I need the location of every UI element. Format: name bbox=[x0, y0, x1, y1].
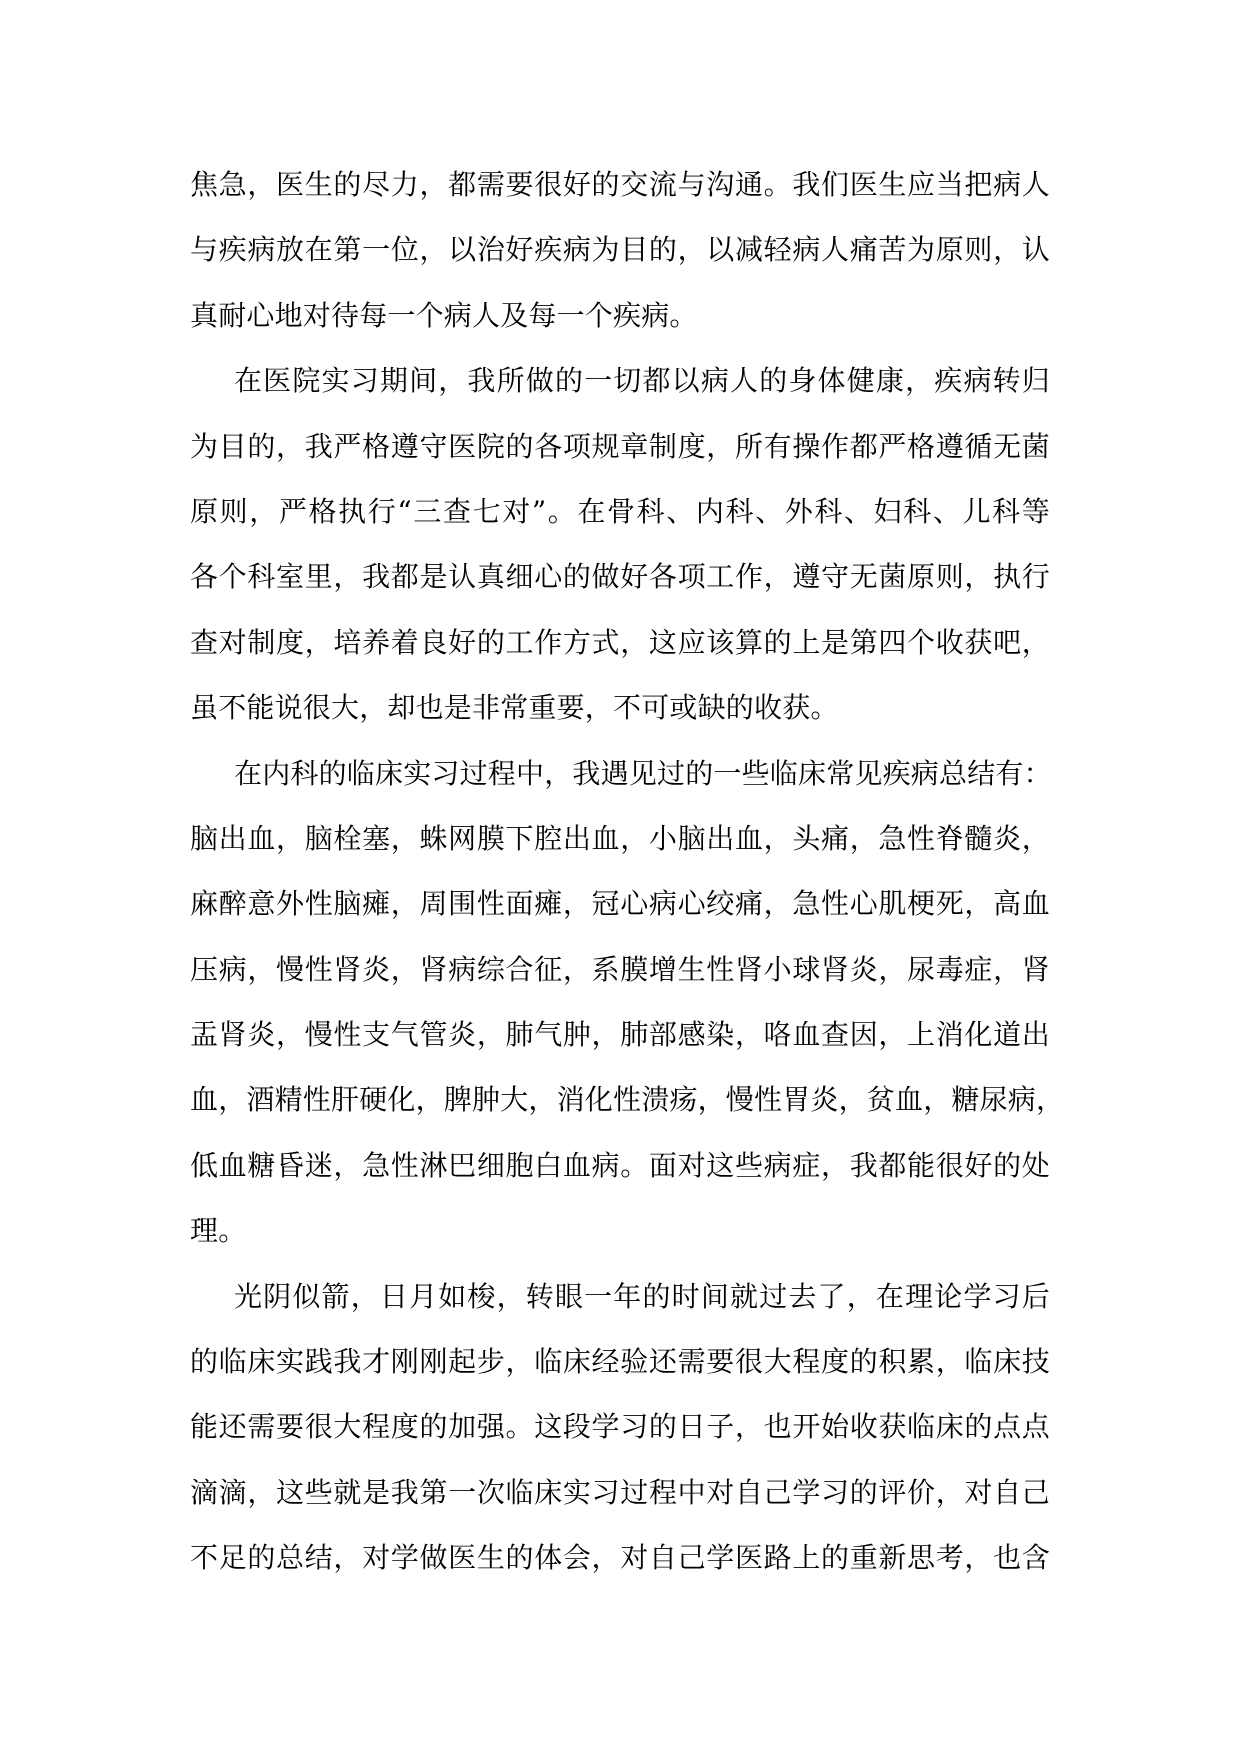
text-line: 光阴似箭，日月如梭，转眼一年的时间就过去了，在理论学习后 bbox=[234, 1279, 1050, 1313]
text-line: 各个科室里，我都是认真细心的做好各项工作，遵守无菌原则，执行 bbox=[190, 560, 1050, 594]
text-line: 低血糖昏迷，急性淋巴细胞白血病。面对这些病症，我都能很好的处 bbox=[190, 1148, 1050, 1182]
text-line: 真耐心地对待每一个病人及每一个疾病。 bbox=[190, 298, 698, 332]
paragraph-2 bbox=[190, 359, 1050, 751]
text-line: 滴滴，这些就是我第一次临床实习过程中对自己学习的评价，对自己 bbox=[190, 1475, 1050, 1509]
text-line: 虽不能说很大，却也是非常重要，不可或缺的收获。 bbox=[190, 691, 839, 725]
paragraph-1 bbox=[190, 163, 1050, 359]
text-line: 与疾病放在第一位，以治好疾病为目的，以减轻病人痛苦为原则，认 bbox=[190, 233, 1050, 267]
text-line: 理。 bbox=[190, 1214, 247, 1248]
text-line: 血，酒精性肝硬化，脾肿大，消化性溃疡，慢性胃炎，贫血，糖尿病， bbox=[190, 1083, 1065, 1117]
text-line: 在医院实习期间，我所做的一切都以病人的身体健康，疾病转归 bbox=[234, 364, 1050, 398]
text-line: 盂肾炎，慢性支气管炎，肺气肿，肺部感染，咯血查因，上消化道出 bbox=[190, 1018, 1050, 1052]
text-line: 麻醉意外性脑瘫，周围性面瘫，冠心病心绞痛，急性心肌梗死，高血 bbox=[190, 887, 1050, 921]
text-line: 查对制度，培养着良好的工作方式，这应该算的上是第四个收获吧， bbox=[190, 625, 1050, 659]
text-line: 为目的，我严格遵守医院的各项规章制度，所有操作都严格遵循无菌 bbox=[190, 429, 1050, 463]
document-page bbox=[190, 163, 1065, 1602]
text-line: 不足的总结，对学做医生的体会，对自己学医路上的重新思考，也含 bbox=[190, 1541, 1050, 1575]
text-line: 原则，严格执行“三查七对”。在骨科、内科、外科、妇科、儿科等 bbox=[190, 494, 1050, 528]
paragraph-4 bbox=[190, 1275, 1050, 1602]
text-line: 压病，慢性肾炎，肾病综合征，系膜增生性肾小球肾炎，尿毒症，肾 bbox=[190, 952, 1050, 986]
text-line: 的临床实践我才刚刚起步，临床经验还需要很大程度的积累，临床技 bbox=[190, 1345, 1050, 1379]
text-line: 脑出血，脑栓塞，蛛网膜下腔出血，小脑出血，头痛，急性脊髓炎， bbox=[190, 821, 1050, 855]
text-line: 能还需要很大程度的加强。这段学习的日子，也开始收获临床的点点 bbox=[190, 1410, 1050, 1444]
paragraph-3 bbox=[190, 752, 1065, 1275]
text-line: 在内科的临床实习过程中，我遇见过的一些临床常见疾病总结有： bbox=[234, 756, 1052, 790]
text-line: 焦急，医生的尽力，都需要很好的交流与沟通。我们医生应当把病人 bbox=[190, 168, 1050, 201]
